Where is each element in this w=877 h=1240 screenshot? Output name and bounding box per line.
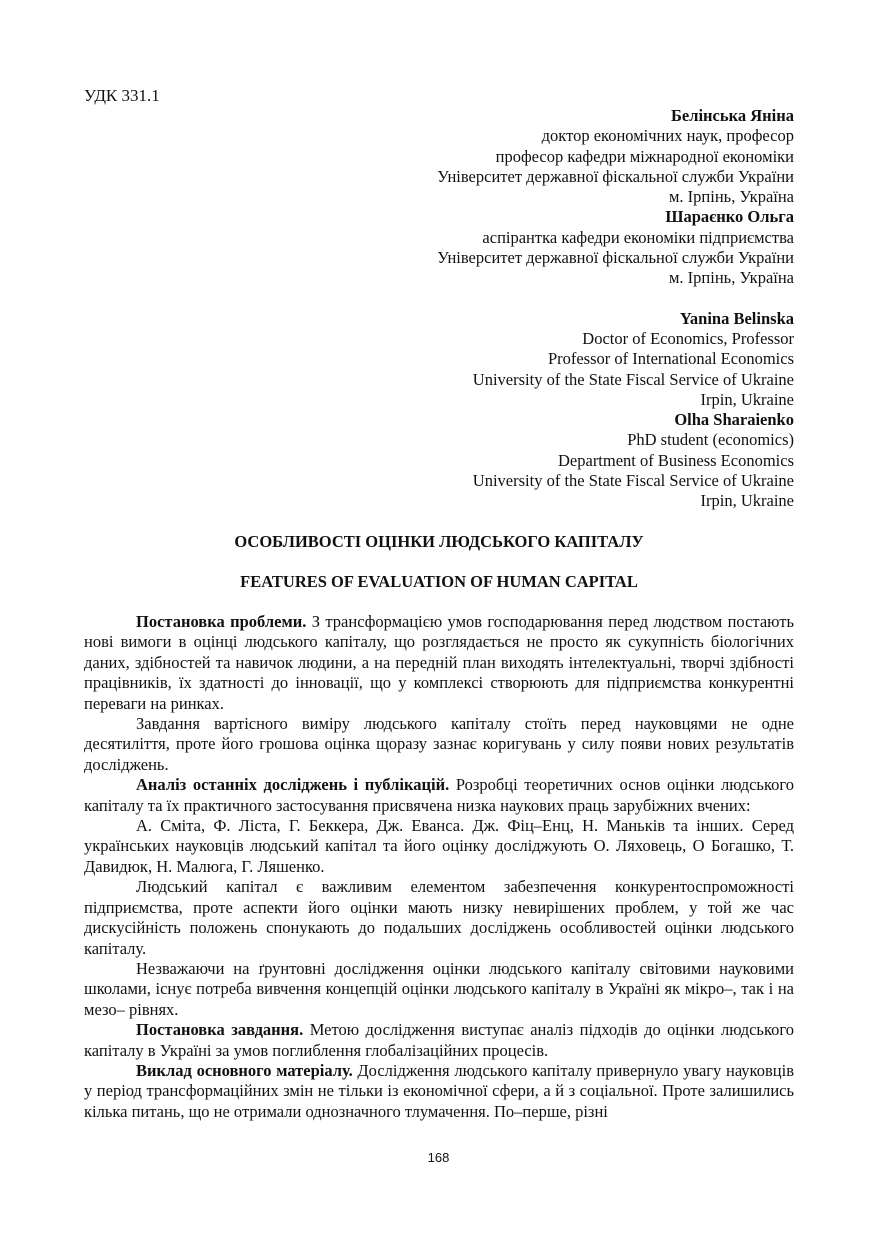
author-ua-2 [84,207,794,288]
paragraph-text: З трансформацією умов господарювання перед людством постають нові вимоги в оцінці людського капіталу, що розглядається не просто як сукупність біологічних даних, здібностей та навичок людини, а на передній план виходять інтелектуальні, творчі здібності працівників, їх здатності до інновації, що у комплексі створюють для підприємства конкурентні переваги на ринках. [84,612,794,713]
paragraph-lead: Постановка проблеми. [136,612,307,631]
author-line: професор кафедри міжнародної економіки [495,146,794,166]
author-en-1 [84,309,794,410]
title-english: FEATURES OF EVALUATION OF HUMAN CAPITAL [240,572,638,591]
paragraph [84,775,794,816]
author-line: м. Ірпінь, Україна [668,187,794,207]
paragraph-text: Розробці теоретичних основ оцінки людського капіталу та їх практичного застосування присвячена низка наукових праць зарубіжних вчених: [84,775,794,815]
paragraph [84,714,794,775]
title-ukrainian: ОСОБЛИВОСТІ ОЦІНКИ ЛЮДСЬКОГО КАПІТАЛУ [234,532,644,551]
author-line: Professor of International Economics [547,349,794,369]
author-name: Olha Sharaienko [674,410,794,430]
author-en-2 [84,410,794,511]
author-line: PhD student (economics) [627,430,794,450]
paragraph-text: А. Сміта, Ф. Ліста, Г. Беккера, Дж. Еванса. Дж. Фіц–Енц, Н. Маньків та інших. Серед українських науковців людський капітал та його оцінку досліджують О. Ляховець, О Богашко, Т. Давидюк, Н. Малюга, Г. Ляшенко. [84,816,794,876]
author-line: аспірантка кафедри економіки підприємства [482,227,794,247]
paragraph-lead: Виклад основного матеріалу. [136,1060,353,1080]
author-line: м. Ірпінь, Україна [668,268,794,288]
author-line: доктор економічних наук, професор [541,126,794,146]
paragraph [84,959,794,1020]
paragraph [84,816,794,877]
page-number: 168 [427,1150,450,1165]
paragraph-text: Людський капітал є важливим елементом забезпечення конкурентоспроможності підприємства, проте аспекти його оцінки мають низку невирішених проблем, у той же час дискусійність положень спонукають до подальших досліджень особливостей оцінки людського капіталу. [84,877,794,958]
udk-code: УДК 331.1 [84,86,160,105]
author-line: Irpin, Ukraine [700,491,794,511]
paragraph-text: Завдання вартісного виміру людського капіталу стоїть перед науковцями не одне десятиліття, проте його грошова оцінка щоразу зазнає коригувань у силу появи нових результатів досліджень. [84,714,794,774]
authors-block [84,106,794,512]
author-line: University of the State Fiscal Service of Ukraine [472,471,794,491]
paragraph-lead: Аналіз останніх досліджень і публікацій. [136,775,450,795]
author-spacer [84,289,794,309]
paragraph [84,877,794,959]
author-line: Doctor of Economics, Professor [582,328,794,348]
author-line: Department of Business Economics [558,450,794,470]
paragraph-text: Метою дослідження виступає аналіз підходів до оцінки людського капіталу в Україні за умов поглиблення глобалізаційних процесів. [84,1020,794,1060]
paragraph-text: Незважаючи на ґрунтовні дослідження оцінки людського капіталу світовими науковими школами, існує потреба вивчення концепцій оцінки людського капіталу в Україні як мікро–, так і на мезо– рівнях. [84,958,794,1019]
paragraph [84,612,794,714]
author-ua-1 [84,106,794,207]
author-name: Белінська Яніна [670,106,794,125]
author-name: Yanina Belinska [679,308,794,328]
body-text [84,612,794,1122]
author-name: Шараєнко Ольга [665,207,794,227]
paragraph [84,1020,794,1061]
paragraph [84,1061,794,1122]
author-line: Irpin, Ukraine [700,389,794,409]
author-line: Університет державної фіскальної служби України [437,248,794,268]
author-line: Університет державної фіскальної служби України [437,166,794,186]
paragraph-lead: Постановка завдання. [136,1020,304,1040]
author-line: University of the State Fiscal Service of Ukraine [472,369,794,389]
paragraph-text: Дослідження людського капіталу привернуло увагу науковців у період трансформаційних змін не тільки із економічної сфери, а й з соціальної. Проте залишились кілька питань, що не отримали однозначного тлумачення. По–перше, різні [84,1060,794,1121]
